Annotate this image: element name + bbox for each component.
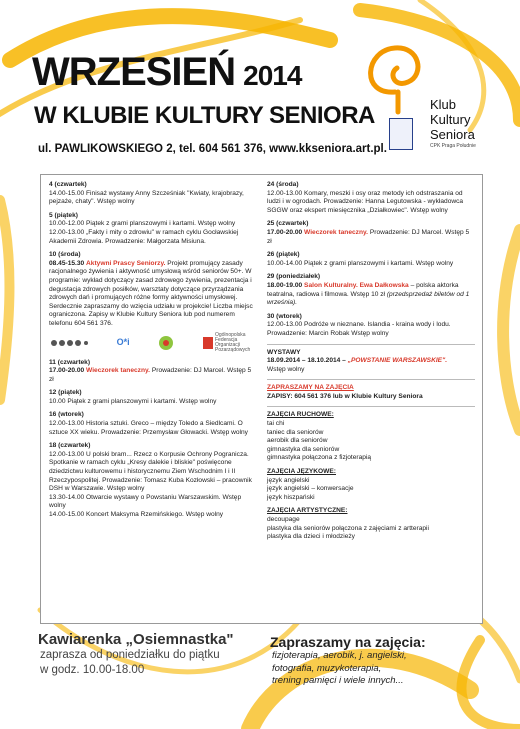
class-group-title: ZAJĘCIA RUCHOWE: (267, 411, 334, 419)
class-item: decoupage (267, 516, 300, 523)
event-day: 16 (wtorek) (49, 411, 84, 419)
club-name-line2: Kultury (430, 111, 471, 127)
class-item: taniec dla seniorów (267, 428, 324, 436)
class-item: gimnastyka dla seniorów (267, 445, 340, 453)
title-year: 2014 (243, 60, 302, 91)
event-entry (49, 442, 255, 519)
partner-logo-4: Ogólnopolska Federacja Organizacji Pozarządowych (203, 333, 255, 353)
classes-promo-line: trening pamięci i wiele innych... (272, 675, 404, 686)
event-text (49, 260, 255, 329)
classes-promo-line: fizjoterapia, aerobik, j. angielski, (272, 650, 407, 661)
left-column (49, 181, 255, 525)
club-name-line3: Seniora (430, 126, 475, 142)
event-day: 4 (czwartek) (49, 181, 87, 188)
club-name-line1: Klub (430, 97, 457, 112)
event-entry (49, 251, 255, 352)
event-day: 26 (piątek) (267, 251, 300, 259)
event-day: 11 (czwartek) (49, 358, 91, 366)
cafe-title: Kawiarenka „Osiemnastka" (38, 631, 234, 648)
event-day: 18 (czwartek) (49, 442, 91, 450)
exhibition-name: „POWSTANIE WARSZAWSKIE". (347, 357, 448, 365)
event-text: 12.00-13.00 U polski bram... Rzecz o Korpusie Ochrony Pogranicza. Spotkanie w ramach cyklu „Kresy dalekie i bliskie" poświęcone dziedzictwu kulturowemu i historycznemu Ziem Wschodnim I i II Rzeczypospolitej. Prowadzenie: Tomasz Kuba Kozłowski – pracownik DSH w Warszawie. Wstęp wolny (49, 450, 252, 493)
title-month: WRZESIEŃ (32, 50, 236, 94)
event-day: 24 (środa) (267, 181, 299, 188)
event-day: 30 (wtorek) (267, 312, 302, 320)
event-highlight: Aktywni Prascy Seniorzy. (86, 259, 166, 267)
event-text: 12.00-13.00 Historia sztuki. Greco – między Toledo a Siedlcami. O sztuce XX wieku. Prowadzenie: Przemysław Głowacki. Wstęp wolny (49, 420, 248, 436)
event-entry (49, 212, 255, 246)
partner-logo-3-icon (157, 334, 175, 352)
event-text: 14.00-15.00 Koncert Maksyma Rzemińskiego. Wstęp wolny (49, 511, 224, 518)
classes-promo-line: fotografia, muzykoterapia, (272, 662, 382, 674)
event-text: 17.00-20.00 Wieczorek taneczny. Prowadzenie: DJ Marcel. Wstęp 5 zł (49, 367, 252, 383)
class-item: język angielski – konwersacje (267, 485, 354, 493)
event-text: 18.00-19.00 Salon Kulturalny. Ewa Dałkowska – polska aktorka teatralna, radiowa i filmowa. Wstęp 10 zł (przedsprzedaż biletów od 1 września). (267, 281, 470, 307)
event-day: 10 (środa) (49, 251, 81, 259)
event-text: 12.00-13.00 Podróże w nieznane. Islandia - kraina wody i lodu. Prowadzenie: Marcin Robak Wstęp wolny (267, 321, 451, 337)
exhibition-dates: 18.09.2014 – 18.10.2014 – (267, 357, 346, 365)
event-text: 12.00-13.00 „Fakty i mity o zdrowiu" w ramach cyklu Gocławskiej Akademii Zdrowia. Prowadzenie: Małgorzata Misiuna. (49, 228, 239, 245)
classes-title: ZAPRASZAMY NA ZAJĘCIA (267, 384, 354, 392)
event-entry (267, 313, 475, 339)
event-entry (267, 273, 475, 307)
classes-promo-title: Zapraszamy na zajęcia: (270, 634, 426, 650)
event-text: 14.00-15.00 Finisaż wystawy Anny Szcześniak "Kwiaty, krajobrazy, pejzaże, chaty". Wstęp wolny (49, 189, 244, 206)
event-day: 25 (czwartek) (267, 220, 309, 228)
class-item: plastyka dla dzieci i młodzieży (267, 533, 355, 541)
event-day: 29 (poniedziałek) (267, 273, 321, 281)
partner-logos (49, 333, 255, 353)
cafe-line: w godz. 10.00-18.00 (40, 664, 145, 676)
class-group (267, 507, 475, 541)
classes-section (267, 384, 475, 401)
district-logo-icon (389, 118, 413, 150)
class-item: język angielski (267, 476, 310, 484)
event-text: 10.00-12.00 Piątek z grami planszowymi i kartami. Wstęp wolny (49, 220, 236, 228)
partner-logo-4-icon (203, 337, 213, 349)
event-entry (49, 389, 255, 406)
club-logo-swirl (371, 48, 418, 112)
event-text: 10.00-14.00 Piątek z grami planszowymi i kartami. Wstęp wolny (267, 259, 454, 267)
divider (267, 406, 475, 407)
divider (267, 344, 475, 345)
event-entry (49, 359, 255, 385)
event-text: 10.00 Piątek z grami planszowymi i kartami. Wstęp wolny (49, 397, 217, 405)
page-title (32, 52, 301, 92)
exhibitions-title: WYSTAWY (267, 348, 301, 356)
class-item: aerobik dla seniorów (267, 437, 328, 445)
event-text: 13.30-14.00 Otwarcie wystawy o Powstaniu Warszawskim. Wstęp wolny (49, 493, 242, 510)
event-day: 12 (piątek) (49, 389, 82, 397)
exhibition-entry-info: Wstęp wolny (267, 365, 305, 373)
exhibitions-section (267, 349, 475, 375)
class-item: tai chi (267, 420, 285, 428)
event-text: 12.00-13.00 Komary, meszki i osy oraz metody ich odstraszania od ludzi i w ogrodach. Prowadzenie: Hanna Legutowska - wykładowca SGGW oraz ekspert miesięcznika „Działkowiec". Wstęp wolny (267, 189, 464, 214)
classes-promo (270, 634, 426, 688)
partner-logo-2: O*i (116, 337, 130, 348)
class-item: gimnastyka połączona z fizjoterapią (267, 454, 372, 462)
event-day: 5 (piątek) (49, 211, 78, 219)
classes-signup: ZAPISY: 604 561 376 lub w Klubie Kultury Seniora (267, 392, 423, 400)
club-name (430, 98, 475, 143)
event-entry (267, 251, 475, 268)
class-item: plastyka dla seniorów połączona z zajęciami z artterapii (267, 524, 429, 532)
class-group-title: ZAJĘCIA ARTYSTYCZNE: (267, 507, 348, 515)
class-group-title: ZAJĘCIA JĘZYKOWE: (267, 468, 336, 476)
class-item: język hiszpański (267, 493, 315, 501)
partner-logo-1-icon (49, 335, 89, 351)
club-subtitle: CPK Praga Południe (430, 143, 476, 149)
class-group (267, 411, 475, 463)
event-time: 08.45-15.30 (49, 259, 85, 267)
address-line: ul. PAWLIKOWSKIEGO 2, tel. 604 561 376, www.kkseniora.art.pl. (38, 143, 387, 155)
event-entry (267, 220, 475, 246)
divider (267, 379, 475, 380)
event-entry (49, 181, 255, 207)
class-group (267, 468, 475, 502)
cafe-info (38, 631, 234, 678)
event-entry (49, 411, 255, 437)
program-panel (40, 174, 483, 624)
event-description: Projekt promujący zasady racjonalnego żywienia i aktywność umysłową wśród seniorów 50+. W programie: wykład dotyczący zasad zdrowego żywienia, prezentacja i degustacja zdrowych posiłków, warsztaty dotyczące przyrządzania zdrowych dań i promujących różne formy aktywności umysłowej. Serdecznie zapraszamy do wzięcia udziału w projekcie! Liczba miejsc ograniczona. Zapisy w Klubie Kultury Seniora lub pod numerem telefonu 604 561 376. (49, 259, 253, 327)
right-column (267, 181, 475, 547)
page-subtitle: W KLUBIE KULTURY SENIORA (34, 102, 375, 129)
cafe-line: zaprasza od poniedziałku do piątku (40, 649, 220, 661)
event-entry (267, 181, 475, 215)
event-text: 17.00-20.00 Wieczorek taneczny. Prowadzenie: DJ Marcel. Wstęp 5 zł (267, 228, 470, 245)
